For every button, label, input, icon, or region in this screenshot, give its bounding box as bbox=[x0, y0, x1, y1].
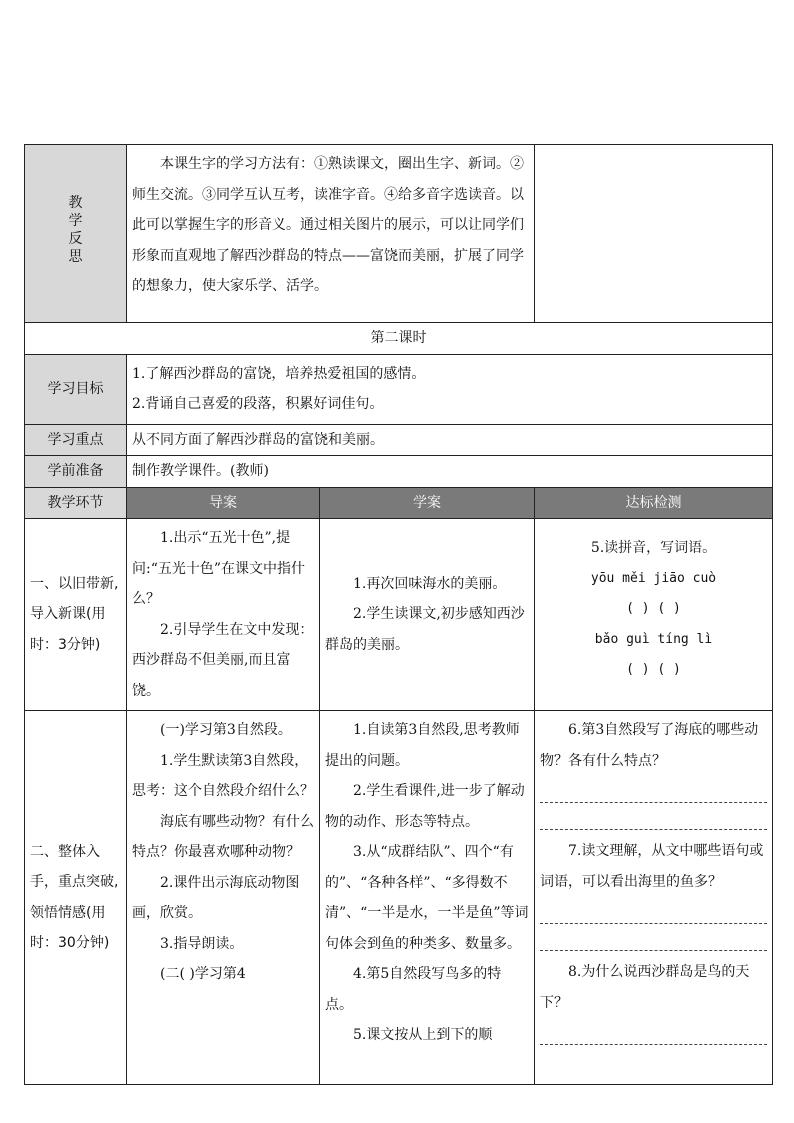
prep-label: 学前准备 bbox=[25, 456, 127, 488]
goals-label: 学习目标 bbox=[25, 354, 127, 424]
pinyin-row: yōu měi jiāo cuò bbox=[590, 570, 717, 586]
lesson-plan-table bbox=[24, 144, 773, 1085]
focus-label: 学习重点 bbox=[25, 424, 127, 456]
guide-item: 海底有哪些动物？有什么特点？你最喜欢哪种动物？ bbox=[132, 813, 314, 860]
header-stage: 教学环节 bbox=[25, 487, 127, 519]
guide-item: 3.指导朗读。 bbox=[160, 935, 244, 952]
answer-line[interactable] bbox=[540, 905, 767, 924]
stage2-label: 二、整体入手，重点突破,领悟情感(用时：30分钟) bbox=[25, 711, 127, 1085]
reflection-content bbox=[127, 145, 535, 323]
guide-item: 1.出示“五光十色”,提问:“五光十色”在课文中指什么？ bbox=[132, 530, 306, 607]
header-guide: 导案 bbox=[127, 487, 320, 519]
study-item: 2.学生读课文,初步感知西沙群岛的美丽。 bbox=[325, 606, 525, 653]
reflection-label-text: 教学反思 bbox=[68, 195, 83, 266]
focus-text: 从不同方面了解西沙群岛的富饶和美丽。 bbox=[127, 424, 773, 456]
goal-item: 1.了解西沙群岛的富饶，培养热爱祖国的感情。 bbox=[132, 365, 426, 382]
check-item: 7.读文理解，从文中哪些语句或词语，可以看出海里的鱼多？ bbox=[540, 843, 764, 890]
pinyin-row: bǎo guì tíng lì bbox=[594, 631, 713, 647]
stage1-guide bbox=[127, 519, 320, 711]
study-item: 1.再次回味海水的美丽。 bbox=[353, 575, 507, 592]
stage2-study bbox=[320, 711, 535, 1085]
reflection-text: 本课生字的学习方法有：①熟读课文，圈出生字、新词。②师生交流。③同学互认互考，读准字音。④给多音字选读音。以此可以掌握生字的形音义。通过相关图片的展示，可以让同学们形象而直观地了解西沙群岛的特点——富饶而美丽，扩展了同学的想象力，使大家乐学、活学。 bbox=[132, 156, 524, 294]
prep-text: 制作教学课件。(教师) bbox=[127, 456, 773, 488]
header-study: 学案 bbox=[320, 487, 535, 519]
stage2-guide bbox=[127, 711, 320, 1085]
answer-line[interactable] bbox=[540, 811, 767, 830]
study-item: 5.课文按从上到下的顺 bbox=[353, 1027, 493, 1043]
stage1-check bbox=[535, 519, 773, 711]
answer-line[interactable] bbox=[540, 932, 767, 951]
reflection-empty-cell bbox=[535, 145, 773, 323]
goals-content bbox=[127, 354, 773, 424]
guide-item: (二( )学习第4 bbox=[160, 966, 246, 982]
reflection-label bbox=[25, 145, 127, 323]
guide-item: 2.课件出示海底动物图画，欣赏。 bbox=[132, 874, 300, 921]
answer-line[interactable] bbox=[540, 784, 767, 803]
check-title: 5.读拼音，写词语。 bbox=[590, 540, 717, 556]
guide-item: 1.学生默读第3自然段，思考：这个自然段介绍什么？ bbox=[132, 752, 314, 799]
study-item: 1.自读第3自然段,思考教师提出的问题。 bbox=[325, 722, 520, 769]
header-check: 达标检测 bbox=[535, 487, 773, 519]
paren-row: ( ) ( ) bbox=[626, 601, 681, 616]
stage1-label: 一、以旧带新,导入新课(用时：3分钟) bbox=[25, 519, 127, 711]
check-item: 8.为什么说西沙群岛是鸟的天下？ bbox=[540, 964, 750, 1011]
study-item: 3.从“成群结队”、四个“有的”、“各种各样”、“多得数不清”、“一半是水，一半是鱼”等词句体会到鱼的种类多、数量多。 bbox=[325, 844, 529, 952]
check-item: 6.第3自然段写了海底的哪些动物？各有什么特点？ bbox=[540, 722, 759, 769]
study-item: 4.第5自然段写鸟多的特点。 bbox=[325, 966, 502, 1013]
stage2-check bbox=[535, 711, 773, 1085]
stage1-study bbox=[320, 519, 535, 711]
paren-row: ( ) ( ) bbox=[626, 662, 681, 677]
study-item: 2.学生看课件,进一步了解动物的动作、形态等特点。 bbox=[325, 783, 525, 830]
answer-line[interactable] bbox=[540, 1026, 767, 1045]
goal-item: 2.背诵自己喜爱的段落，积累好词佳句。 bbox=[132, 396, 384, 412]
lesson-title: 第二课时 bbox=[25, 323, 773, 355]
guide-item: 2.引导学生在文中发现：西沙群岛不但美丽,而且富饶。 bbox=[132, 621, 314, 699]
guide-item: (一)学习第3自然段。 bbox=[160, 722, 292, 738]
